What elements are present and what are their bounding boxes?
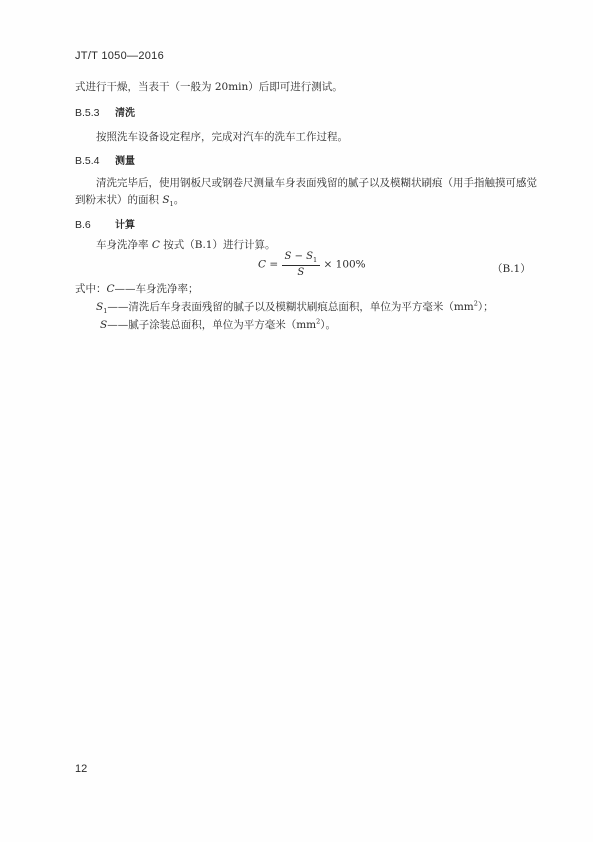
fraction-denominator: S — [297, 267, 305, 278]
superscript: 2 — [316, 317, 321, 326]
definition-text: ——腻子涂装总面积，单位为平方毫米（mm — [107, 319, 317, 331]
section-number: B.5.3 — [75, 107, 100, 119]
paragraph-drying-continued: 式进行干燥，当表干（一般为 20min）后即可进行测试。 — [75, 81, 343, 93]
section-title: 测量 — [115, 156, 135, 167]
superscript: 2 — [473, 299, 478, 308]
page-number: 12 — [75, 763, 88, 775]
definition-end: ）； — [477, 301, 494, 313]
text-run: 到粉末状）的面积 — [75, 194, 163, 206]
section-title: 计算 — [115, 220, 135, 231]
standard-code-header: JT/T 1050—2016 — [75, 50, 164, 62]
variable-S: S — [306, 251, 314, 262]
variable-C: C — [151, 239, 160, 251]
section-number: B.5.4 — [75, 155, 100, 167]
paragraph-calc-intro — [96, 237, 275, 252]
variable-S: S — [284, 251, 292, 262]
where-line-S1 — [96, 299, 494, 315]
variable-S: S — [162, 194, 170, 206]
variable-S: S — [100, 319, 108, 331]
minus-sign: − — [291, 251, 307, 262]
subscript: 1 — [313, 256, 318, 264]
variable-C: C — [106, 283, 115, 295]
paragraph-measure-line2 — [75, 192, 184, 208]
subscript: 1 — [169, 200, 174, 209]
where-prefix: 式中： — [75, 283, 107, 295]
formula-equals: = — [269, 258, 279, 271]
formula-b1 — [258, 251, 366, 278]
definition-text: ——清洗后车身表面残留的腻子以及模糊状刷痕总面积，单位为平方毫米（mm — [107, 301, 474, 313]
paragraph-measure-line1: 清洗完毕后，使用钢板尺或钢卷尺测量车身表面残留的腻子以及模糊状刷痕（用手指触摸可感觉 — [96, 177, 537, 189]
section-heading-b6 — [75, 216, 135, 231]
section-heading-b54 — [75, 152, 135, 167]
section-number: B.6 — [75, 219, 91, 231]
formula-label: （B.1） — [492, 263, 531, 275]
where-line-S — [100, 317, 336, 332]
definition-end: ）。 — [320, 319, 337, 331]
text-run: 按式（B.1）进行计算。 — [159, 239, 276, 251]
subscript: 1 — [103, 307, 108, 316]
definition-text: ——车身洗净率； — [114, 283, 199, 295]
paragraph-cleaning: 按照洗车设备设定程序，完成对汽车的洗车工作过程。 — [96, 131, 348, 143]
formula-times-percent: × 100% — [323, 258, 366, 271]
text-run: 。 — [173, 194, 185, 206]
section-heading-b53 — [75, 104, 135, 119]
formula-fraction — [282, 251, 321, 278]
text-run: 车身洗净率 — [96, 239, 152, 251]
where-line-C — [75, 281, 199, 296]
variable-S: S — [96, 301, 104, 313]
section-title: 清洗 — [115, 108, 135, 119]
fraction-numerator — [282, 251, 321, 266]
formula-lhs: C — [258, 258, 267, 271]
